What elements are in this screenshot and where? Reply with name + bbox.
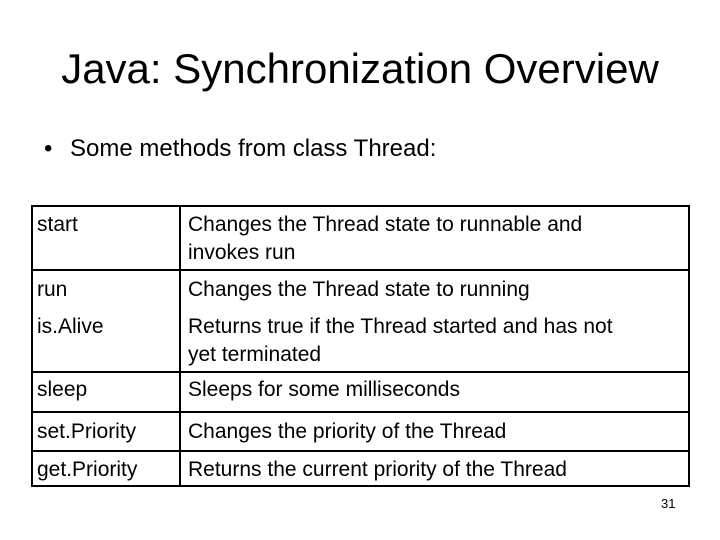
method-description-cell: Changes the priority of the Thread — [188, 420, 507, 443]
method-description-cell: invokes run — [188, 241, 296, 264]
method-description-cell: Returns the current priority of the Thread — [188, 458, 567, 481]
method-name-cell: set.Priority — [37, 420, 137, 443]
method-name-cell: start — [37, 213, 78, 236]
row-divider — [33, 269, 688, 271]
method-name-cell: sleep — [37, 378, 88, 401]
row-divider — [33, 411, 688, 413]
method-description-cell: Returns true if the Thread started and has not — [188, 315, 613, 338]
bullet-text: Some methods from class Thread: — [70, 135, 437, 162]
slide-title: Java: Synchronization Overview — [61, 45, 659, 92]
row-divider — [33, 450, 688, 452]
method-description-cell: yet terminated — [188, 343, 322, 366]
bullet-icon: • — [44, 135, 53, 162]
method-name-cell: run — [37, 278, 68, 301]
methods-table — [31, 205, 690, 487]
page-number: 31 — [661, 496, 676, 511]
method-description-cell: Changes the Thread state to running — [188, 278, 530, 301]
method-name-cell: is.Alive — [37, 315, 104, 338]
method-description-cell: Changes the Thread state to runnable and — [188, 213, 583, 236]
bullet-item — [44, 134, 436, 164]
method-description-cell: Sleeps for some milliseconds — [188, 378, 460, 401]
row-divider — [33, 371, 688, 373]
column-divider — [179, 207, 181, 485]
method-name-cell: get.Priority — [37, 458, 138, 481]
